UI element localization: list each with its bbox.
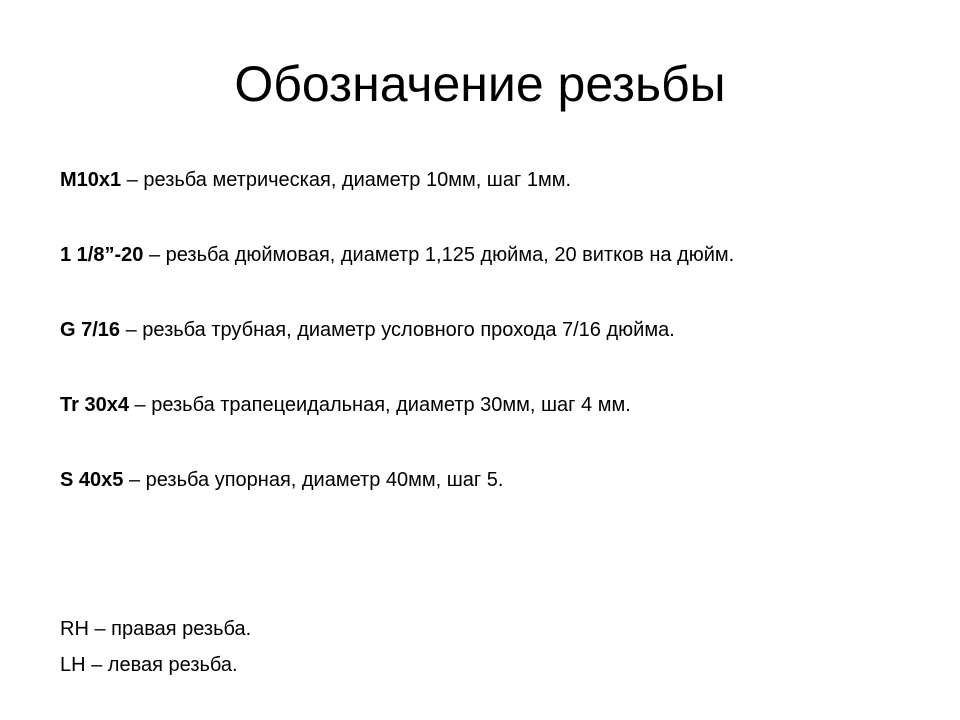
thread-code: Tr 30x4 bbox=[60, 394, 129, 416]
thread-code: 1 1/8”-20 bbox=[60, 244, 144, 266]
slide-title: Обозначение резьбы bbox=[234, 56, 726, 112]
thread-item-metric bbox=[60, 166, 920, 194]
thread-item-trapezoidal bbox=[60, 391, 920, 419]
thread-description: – резьба дюймовая, диаметр 1,125 дюйма, 20 витков на дюйм. bbox=[143, 244, 735, 266]
thread-code: M10x1 bbox=[60, 169, 122, 191]
thread-description: – резьба упорная, диаметр 40мм, шаг 5. bbox=[123, 469, 504, 491]
thread-item-inch bbox=[60, 241, 920, 269]
note-left-hand: LH – левая резьба. bbox=[60, 654, 238, 676]
thread-description: – резьба трубная, диаметр условного прохода 7/16 дюйма. bbox=[120, 319, 675, 341]
thread-description: – резьба трапецеидальная, диаметр 30мм, шаг 4 мм. bbox=[128, 394, 631, 416]
thread-code: S 40x5 bbox=[60, 469, 124, 491]
thread-designation-list bbox=[60, 166, 920, 541]
thread-code: G 7/16 bbox=[60, 319, 121, 341]
thread-item-pipe bbox=[60, 316, 920, 344]
thread-item-buttress bbox=[60, 466, 920, 494]
thread-description: – резьба метрическая, диаметр 10мм, шаг 1мм. bbox=[121, 169, 571, 191]
note-right-hand: RH – правая резьба. bbox=[60, 618, 252, 640]
thread-direction-notes bbox=[60, 615, 920, 687]
